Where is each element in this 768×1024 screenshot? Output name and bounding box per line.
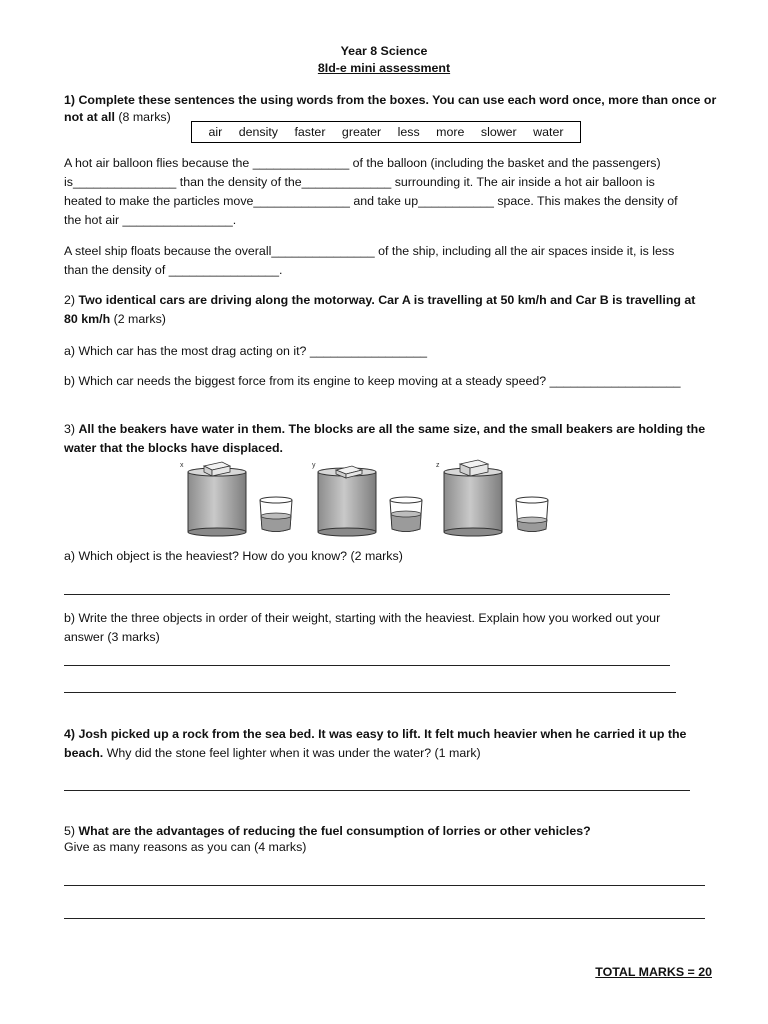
large-beaker-x: [188, 468, 246, 536]
q5-prompt-cont: Give as many reasons as you can (4 marks): [64, 840, 307, 854]
q1-para1-line: A hot air balloon flies because the ______________ of the balloon (including the basket and the passengers): [64, 156, 661, 170]
page-title: Year 8 Science: [340, 44, 428, 58]
q2-marks: (2 marks): [110, 312, 166, 326]
q2-prompt-cont: [64, 310, 166, 329]
q3-prompt-text-2: water that the blocks have displaced.: [64, 441, 283, 455]
q4-prompt-cont: [64, 744, 481, 763]
answer-line[interactable]: [64, 885, 705, 886]
total-marks: TOTAL MARKS = 20: [595, 965, 712, 979]
word-bank-item: more: [436, 124, 465, 139]
page-subtitle: 8Id-e mini assessment: [317, 61, 451, 75]
q3b-question-cont: answer (3 marks): [64, 630, 160, 644]
word-bank-item: less: [397, 124, 420, 139]
label-y: y: [312, 462, 316, 469]
q5-prompt-text: What are the advantages of reducing the fuel consumption of lorries or other vehicles?: [78, 824, 591, 838]
word-bank-item: density: [238, 124, 278, 139]
q2-number: 2): [64, 293, 79, 307]
q1-prompt-text-2: not at all: [64, 110, 115, 124]
q3-number: 3): [64, 422, 79, 436]
word-bank-item: greater: [341, 124, 382, 139]
q4-prompt-text-2: beach.: [64, 746, 104, 760]
q2-prompt: [64, 291, 695, 310]
q1-para2-line: than the density of ________________.: [64, 263, 283, 277]
q1-prompt-cont: [64, 108, 171, 127]
q3-prompt-cont: [64, 439, 283, 458]
small-beaker-z: [516, 497, 548, 532]
q4-prompt-text: 4) Josh picked up a rock from the sea bed. It was easy to lift. It felt much heavier when he carried it up the: [64, 727, 687, 741]
q3-prompt-text: All the beakers have water in them. The blocks are all the same size, and the small beakers are holding the: [78, 422, 706, 436]
q2-prompt-text-2: 80 km/h: [64, 312, 111, 326]
word-bank-item: faster: [294, 124, 326, 139]
q1-prompt-text: 1) Complete these sentences the using words from the boxes. You can use each word once, more than once or: [64, 93, 717, 107]
word-bank-item: slower: [480, 124, 517, 139]
q1-para1-line: heated to make the particles move______________ and take up___________ space. This makes the density of: [64, 194, 678, 208]
label-x: x: [180, 462, 184, 469]
answer-line[interactable]: [64, 665, 670, 666]
answer-line[interactable]: [64, 594, 670, 595]
answer-line[interactable]: [64, 692, 676, 693]
q2a-question: a) Which car has the most drag acting on it? _________________: [64, 344, 428, 358]
q1-para1-line: is_______________ than the density of the_____________ surrounding it. The air inside a hot air balloon is: [64, 175, 655, 189]
answer-line[interactable]: [64, 918, 705, 919]
q3b-question: b) Write the three objects in order of their weight, starting with the heaviest. Explain how you worked out your: [64, 611, 661, 625]
word-bank-item: air: [208, 124, 223, 139]
answer-line[interactable]: [64, 790, 690, 791]
q2-prompt-text: Two identical cars are driving along the motorway. Car A is travelling at 50 km/h and Car B is travelling at: [78, 293, 696, 307]
label-z: z: [436, 462, 440, 469]
q1-para2-line: A steel ship floats because the overall_______________ of the ship, including all the air spaces inside it, is less: [64, 244, 675, 258]
small-beaker-x: [260, 497, 292, 532]
small-beaker-y: [390, 497, 422, 532]
q5-number: 5): [64, 824, 79, 838]
word-bank-item: water: [533, 124, 564, 139]
q1-marks: (8 marks): [114, 110, 171, 124]
q4-prompt: [64, 725, 686, 744]
large-beaker-z: [444, 468, 502, 536]
large-beaker-y: [318, 468, 376, 536]
beakers-diagram: [176, 458, 556, 538]
q3-prompt: [64, 420, 705, 439]
word-bank: [191, 121, 581, 143]
q4-question: Why did the stone feel lighter when it was under the water? (1 mark): [103, 746, 481, 760]
q3a-question: a) Which object is the heaviest? How do you know? (2 marks): [64, 549, 403, 563]
q1-para1-line: the hot air ________________.: [64, 213, 237, 227]
q2b-question: b) Which car needs the biggest force from its engine to keep moving at a steady speed? ___________________: [64, 374, 681, 388]
